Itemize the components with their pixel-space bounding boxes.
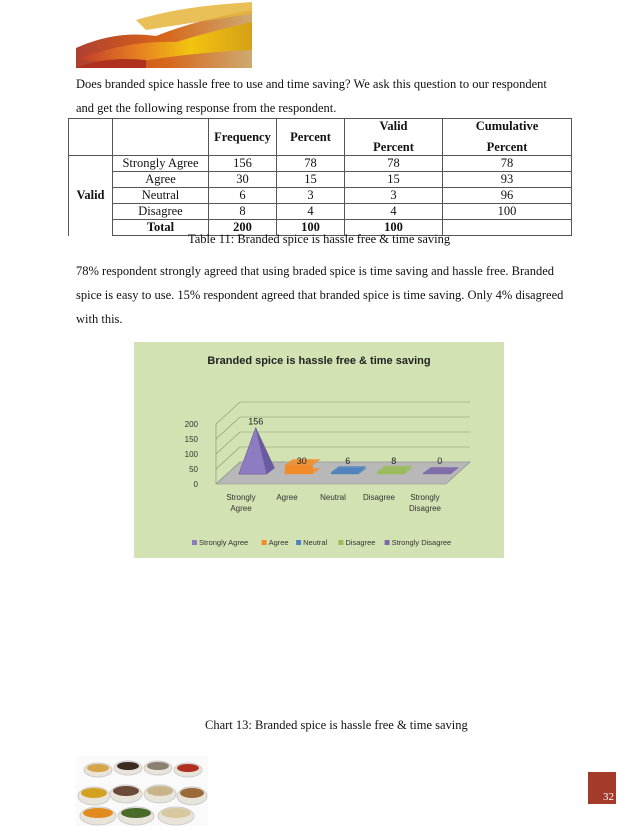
- header-empty-2: [113, 119, 209, 156]
- bar-agree: [285, 465, 313, 474]
- x-tick-label: Strongly: [226, 493, 256, 502]
- data-label: 8: [391, 456, 397, 467]
- header-cumulative-line: Cumulative: [475, 119, 539, 133]
- spice-powder-banner: [76, 0, 252, 68]
- cell-percent: 78: [277, 156, 345, 172]
- y-tick-label: 150: [184, 435, 198, 444]
- cell-cumulative: 100: [443, 204, 572, 220]
- y-axis-ticks: [185, 420, 199, 489]
- cell-frequency: 8: [209, 204, 277, 220]
- x-tick-label: Disagree: [408, 504, 442, 513]
- cell-valid-percent: 15: [345, 172, 443, 188]
- cell-percent: 3: [277, 188, 345, 204]
- table-row: [69, 204, 572, 220]
- legend-swatch: [385, 540, 390, 545]
- row-label: Strongly Agree: [113, 156, 209, 172]
- row-label: Total: [113, 220, 209, 236]
- cell-valid-percent: 78: [345, 156, 443, 172]
- table-row: [69, 172, 572, 188]
- x-tick-label: Neutral: [320, 493, 346, 502]
- cell-percent: 4: [277, 204, 345, 220]
- chart-title: Branded spice is hassle free & time saving: [207, 355, 431, 367]
- page-number: 32: [603, 791, 614, 803]
- cell-valid-percent: 4: [345, 204, 443, 220]
- summary-line-2: spice is easy to use. 15% respondent agreed that branded spice is time saving. Only 4% disagreed: [76, 288, 564, 302]
- y-tick-label: 0: [193, 480, 198, 489]
- chart-container: [134, 342, 504, 558]
- bar-strongly-disagree: [423, 473, 451, 474]
- cell-cumulative: [443, 220, 572, 236]
- cell-percent: 15: [277, 172, 345, 188]
- page-number-badge: [588, 772, 616, 804]
- x-tick-label: Disagree: [362, 493, 396, 502]
- legend-swatch: [296, 540, 301, 545]
- row-label: Neutral: [113, 188, 209, 204]
- table-caption: Table 11: Branded spice is hassle free & time saving: [188, 232, 451, 246]
- table-header-row: [69, 119, 572, 156]
- header-frequency: Frequency: [209, 119, 277, 156]
- cell-valid-percent: 3: [345, 188, 443, 204]
- summary-line-1: 78% respondent strongly agreed that using braded spice is time saving and hassle free. Branded: [76, 264, 554, 278]
- x-tick-label: Agree: [276, 493, 298, 502]
- response-table: [68, 118, 572, 236]
- cell-frequency: 200: [209, 220, 277, 236]
- data-labels: [248, 416, 442, 466]
- x-axis-labels: [226, 493, 441, 513]
- summary-paragraph: [76, 259, 576, 331]
- table-row: [69, 188, 572, 204]
- chart-legend: [192, 538, 451, 547]
- spice-bowls-photo: [76, 756, 208, 826]
- header-cum-percent-line: Percent: [486, 140, 528, 154]
- bar-chart: [134, 342, 504, 558]
- bar-neutral: [331, 472, 359, 474]
- legend-entry: Neutral: [303, 538, 328, 547]
- intro-paragraph: [76, 72, 576, 120]
- legend-entry: Disagree: [345, 538, 376, 547]
- legend-swatch: [262, 540, 267, 545]
- y-tick-label: 200: [184, 420, 198, 429]
- data-label: 30: [296, 456, 307, 467]
- header-percent-line: Percent: [373, 140, 414, 154]
- legend-entry: Strongly Agree: [199, 538, 249, 547]
- bar-disagree: [377, 472, 405, 474]
- cell-frequency: 30: [209, 172, 277, 188]
- x-tick-label: Agree: [230, 504, 252, 513]
- data-label: 6: [345, 456, 351, 467]
- legend-entry: Agree: [268, 538, 289, 547]
- intro-line-1: Does branded spice hassle free to use and time saving? We ask this question to our respondent: [76, 77, 547, 91]
- data-label: 0: [437, 456, 443, 467]
- cell-cumulative: 96: [443, 188, 572, 204]
- legend-swatch: [192, 540, 197, 545]
- header-percent: Percent: [277, 119, 345, 156]
- x-tick-label: Strongly: [410, 493, 440, 502]
- chart-caption: Chart 13: Branded spice is hassle free & time saving: [205, 718, 468, 732]
- header-valid-percent: [345, 119, 443, 156]
- legend-entry: Strongly Disagree: [391, 538, 452, 547]
- table-row: [69, 156, 572, 172]
- y-tick-label: 100: [184, 450, 198, 459]
- cell-cumulative: 93: [443, 172, 572, 188]
- cell-frequency: 156: [209, 156, 277, 172]
- legend-swatch: [338, 540, 343, 545]
- cell-cumulative: 78: [443, 156, 572, 172]
- cell-percent: 100: [277, 220, 345, 236]
- cell-valid-percent: 100: [345, 220, 443, 236]
- row-label: Agree: [113, 172, 209, 188]
- row-label: Disagree: [113, 204, 209, 220]
- cell-frequency: 6: [209, 188, 277, 204]
- data-label: 156: [248, 416, 264, 427]
- header-valid-line: Valid: [379, 119, 408, 133]
- header-cumulative-percent: [443, 119, 572, 156]
- summary-line-3: with this.: [76, 312, 123, 326]
- y-tick-label: 50: [189, 465, 198, 474]
- header-empty-1: [69, 119, 113, 156]
- intro-line-2: and get the following response from the respondent.: [76, 101, 337, 115]
- group-label-valid: Valid: [69, 156, 113, 236]
